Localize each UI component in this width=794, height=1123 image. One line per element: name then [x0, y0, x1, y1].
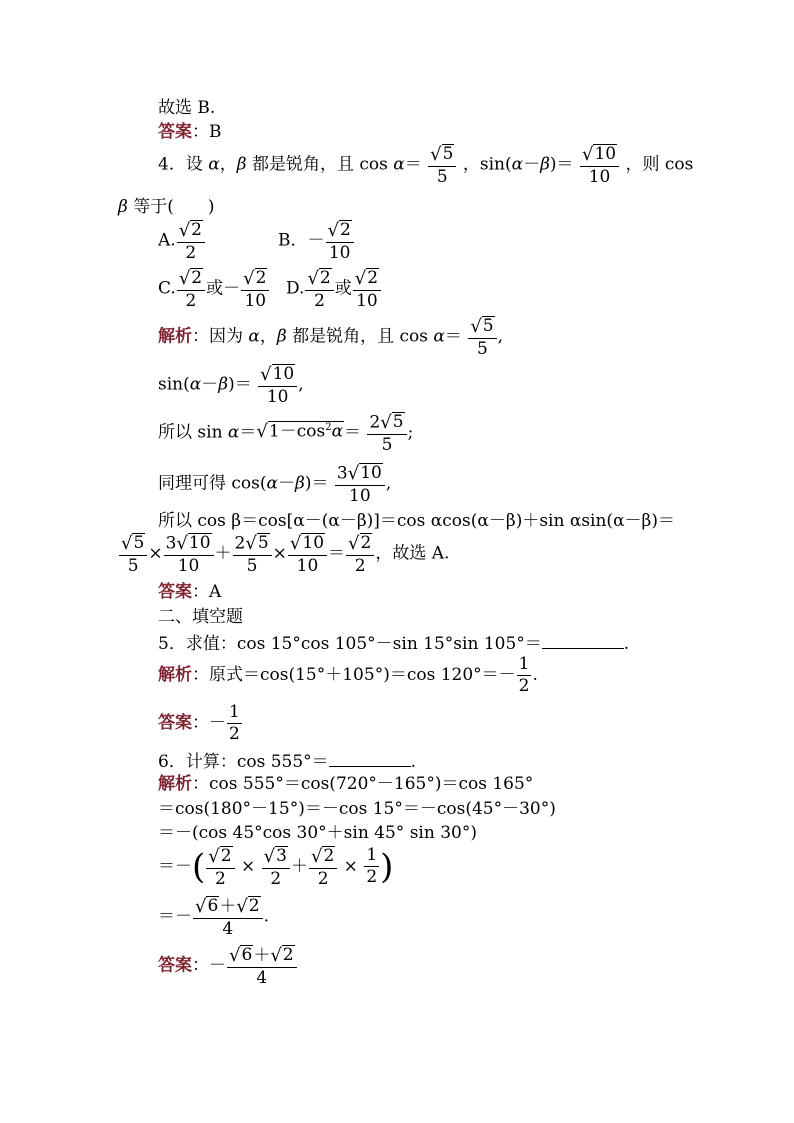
- s4-l2-end: ,: [298, 374, 304, 395]
- s4-l6-eq: ＝: [328, 543, 346, 564]
- solution-6-line5: [158, 896, 269, 938]
- option-d-label: D.: [286, 278, 305, 299]
- s4-l6-d2: 10: [177, 555, 200, 576]
- q4-alpha: α: [208, 154, 220, 175]
- answer-label: 答案: [158, 122, 192, 142]
- q5-blank: [542, 634, 624, 649]
- q4-close: )＝: [549, 154, 574, 175]
- s6-l5-r2: 2: [248, 896, 260, 916]
- s4-l6-r4: 10: [302, 533, 325, 553]
- solution-6-line2: [158, 801, 556, 818]
- s4-l6-d3: 5: [246, 555, 258, 576]
- s6-l4-frac2: √ 3 2: [262, 846, 290, 888]
- s4-l3-pre: 所以 sin: [158, 422, 228, 443]
- a6-r1: 6: [241, 945, 253, 965]
- s4-l6-frac5: √ 2 2: [346, 533, 374, 575]
- s6-l4-n4: 1: [366, 845, 378, 866]
- s6-l4-frac4: [364, 847, 379, 886]
- s5-text: ：原式＝cos(15°＋105°)＝cos 120°＝－: [192, 665, 516, 685]
- option-c-root2: 2: [255, 268, 267, 288]
- option-d: [286, 268, 382, 310]
- a6-plus: ＋: [253, 945, 271, 966]
- option-c-root1: 2: [191, 268, 203, 288]
- option-a-root: 2: [191, 220, 202, 240]
- option-d-den2: 10: [356, 290, 378, 311]
- question-4-line1: [158, 144, 693, 186]
- option-c: [158, 268, 270, 310]
- option-d-frac1: √ 2 2: [305, 268, 333, 310]
- s4-l4-den: 10: [349, 485, 371, 506]
- s5-den: 2: [518, 676, 530, 696]
- s4-l1-den: 5: [477, 338, 488, 359]
- option-a-frac: √ 2 2: [177, 220, 205, 262]
- s4-l6-n2: 3: [165, 533, 177, 554]
- s4-l4-frac: 3 √ 10 10: [335, 463, 385, 505]
- s6-l4-r2: 3: [276, 846, 287, 866]
- solution-label: 解析: [158, 774, 192, 794]
- solution-4-line1: [158, 316, 503, 358]
- answer-value: B: [209, 122, 222, 142]
- conclusion-line: [158, 100, 215, 117]
- section-title-text: 二、填空题: [158, 607, 243, 627]
- solution-4-line3: [158, 412, 413, 454]
- q4-tail: ，则 cos: [625, 154, 694, 175]
- s4-l2-den: 10: [266, 386, 289, 407]
- s4-l2-close: )＝: [228, 374, 252, 395]
- option-b: [278, 220, 355, 262]
- s6-l5-den: 4: [222, 918, 234, 939]
- s4-l1-text: ：因为: [192, 326, 249, 347]
- s4-l6-frac3: 2 √ 5 5: [233, 533, 272, 575]
- s4-l3-alpha: α: [227, 422, 240, 443]
- s4-l1-beta: β: [276, 326, 287, 347]
- s4-l6-frac4: √ 10 10: [288, 533, 327, 575]
- s6-l4-frac1: √ 2 2: [206, 846, 234, 888]
- a5-frac: [227, 704, 242, 743]
- answer-label: 答案: [158, 713, 192, 733]
- s4-l4-beta: β: [295, 473, 305, 494]
- a5-num: 1: [229, 702, 240, 722]
- s4-l4-minus: －: [278, 473, 296, 494]
- s4-l4-num: 3: [336, 463, 348, 484]
- q4-root10: 10: [594, 144, 617, 164]
- q4-frac-sin: √ 10 10: [580, 144, 619, 186]
- answer-label: 答案: [158, 582, 192, 602]
- q4-line2-beta: β: [118, 197, 128, 217]
- s6-l4-d4: 2: [366, 867, 378, 888]
- option-c-frac2: √ 2 10: [241, 268, 269, 310]
- s6-l5-end: .: [263, 906, 270, 927]
- s4-l6-r2: 10: [188, 533, 211, 553]
- option-b-frac: √ 2 10: [326, 220, 354, 262]
- s6-l4-d1: 2: [215, 868, 226, 889]
- s4-l4-pre: 同理可得 cos(: [158, 473, 267, 494]
- s4-l2-alpha: α: [189, 374, 202, 395]
- s6-l4-r1: 2: [220, 846, 232, 866]
- s4-l2-pre: sin(: [158, 374, 190, 395]
- solution-label: 解析: [158, 665, 192, 685]
- s4-l3-eq: ＝: [239, 422, 257, 443]
- s4-l1-alpha: α: [248, 326, 260, 347]
- q4-beta: β: [236, 154, 247, 175]
- answer-row-5: [158, 704, 243, 743]
- s4-l4-end: ,: [385, 473, 392, 494]
- s4-l3-frac: 2 √ 5 5: [367, 412, 406, 454]
- s4-l6-frac1: √ 5 5: [119, 533, 147, 575]
- solution-5: [158, 656, 538, 695]
- s4-l1-frac: √ 5 5: [468, 316, 496, 358]
- s4-l3-alpha2: α: [331, 421, 344, 442]
- answer-value: A: [209, 582, 222, 602]
- s4-l6-times2: ×: [272, 543, 287, 564]
- s6-l3: ＝－(cos 45°cos 30°＋sin 45° sin 30°): [158, 823, 477, 843]
- s6-l4-plus: ＋: [290, 856, 308, 877]
- s4-l6-times1: ×: [148, 543, 163, 564]
- s4-l6-plus: ＋: [214, 543, 232, 564]
- a6-den: 4: [256, 967, 268, 988]
- s6-l5-pre: ＝－: [158, 906, 192, 927]
- s4-l6-end: ，故选 A.: [375, 543, 450, 564]
- q4-root5: 5: [442, 144, 454, 164]
- s4-l1-comma: ，: [259, 326, 277, 347]
- solution-4-line6: [118, 533, 449, 575]
- option-c-frac1: √ 2 2: [177, 268, 205, 310]
- s5-end: .: [532, 665, 538, 685]
- s6-l4-d3: 2: [317, 868, 329, 889]
- q4-sin-part: ，sin(: [462, 154, 512, 175]
- s6-l4-times2: ×: [343, 856, 358, 877]
- s6-l5-plus: ＋: [219, 896, 237, 917]
- s4-l1-end: ,: [497, 326, 504, 347]
- q4-line2-text: 等于(: [127, 197, 174, 217]
- s4-l6-r1: 5: [133, 533, 145, 553]
- q6-end: .: [410, 752, 417, 772]
- a6-r2: 2: [282, 945, 294, 965]
- solution-6-line1: [158, 776, 533, 793]
- q6-blank: [329, 752, 411, 767]
- s4-l6-r5: 2: [360, 533, 372, 553]
- q5-text: 5．求值：cos 15°cos 105°－sin 15°sin 105°＝: [158, 634, 542, 654]
- option-c-den2: 10: [244, 290, 267, 311]
- solution-6-line4: [158, 846, 393, 888]
- option-d-den1: 2: [314, 290, 325, 311]
- answer-row-6: [158, 945, 298, 987]
- s6-l4-times1: ×: [240, 856, 256, 877]
- s6-l5-frac: √ 6 ＋ √ 2 4: [193, 896, 263, 938]
- q4-line2-close: ): [207, 197, 215, 217]
- a5-den: 2: [229, 724, 240, 744]
- s4-l4-close: )＝: [304, 473, 329, 494]
- a6-frac: √ 6 ＋ √ 2 4: [227, 945, 297, 987]
- option-b-root: 2: [339, 220, 351, 240]
- q4-prefix: 4．设: [158, 154, 209, 175]
- question-5: [158, 634, 629, 653]
- s4-l3-sqrt: √ $1-\cos^2\alpha$: [256, 421, 344, 443]
- option-a-label: A.: [158, 230, 176, 251]
- s4-l2-root: 10: [272, 364, 295, 384]
- s4-l3-den: 5: [381, 434, 393, 455]
- s4-l1-alpha2: α: [433, 326, 445, 347]
- answer-row-4: [158, 584, 221, 601]
- answer-row-3: [158, 124, 222, 141]
- conclusion-text: 故选 B.: [158, 98, 216, 118]
- s4-l3-end: ;: [407, 422, 414, 443]
- s5-num: 1: [518, 654, 530, 674]
- s6-l4-frac3: √ 2 2: [309, 846, 337, 888]
- s6-l4-d2: 2: [270, 868, 282, 889]
- option-d-root2: 2: [367, 268, 379, 288]
- s6-l4-pre: ＝－: [158, 856, 192, 877]
- s4-l3-sup: 2: [325, 422, 332, 433]
- option-a: [158, 220, 206, 262]
- solution-4-line5: [158, 513, 675, 530]
- solution-4-line2: [158, 364, 304, 406]
- s4-l6-r3: 5: [257, 533, 269, 553]
- q4-alpha-2: α: [393, 154, 405, 175]
- s5-frac: [517, 656, 532, 695]
- question-4-line2: [118, 199, 215, 216]
- q4-comma: ，: [219, 154, 237, 175]
- s4-l2-beta: β: [218, 374, 229, 395]
- solution-4-line4: [158, 463, 391, 505]
- q4-den10: 10: [588, 166, 611, 187]
- s4-l3-inner: 1－cos: [268, 421, 326, 442]
- s4-l2-frac: √ 10 10: [258, 364, 297, 406]
- s6-l5-r1: 6: [207, 896, 219, 916]
- s4-l3-num: 2: [369, 412, 381, 433]
- solution-6-line3: [158, 825, 477, 842]
- s4-l4-alpha: α: [266, 473, 279, 494]
- s4-l2-minus: －: [201, 374, 219, 395]
- s4-l1-mid: 都是锐角，且 cos: [286, 326, 434, 347]
- s4-l5-text: 所以 cos β＝cos[α－(α－β)]＝cos αcos(α－β)＋sin αsin(α－β)＝: [158, 511, 676, 531]
- option-b-den: 10: [328, 242, 351, 263]
- option-a-den: 2: [185, 242, 197, 263]
- s4-l6-d4: 10: [296, 555, 319, 576]
- s6-l4-lparen: (: [192, 846, 206, 887]
- answer-colon: ：: [192, 122, 209, 142]
- answer-colon: ：－: [192, 713, 226, 733]
- q5-end: .: [623, 634, 630, 654]
- answer-label: 答案: [158, 955, 192, 976]
- q4-mid: 都是锐角，且 cos: [246, 154, 394, 175]
- s4-l4-root: 10: [360, 463, 382, 483]
- section-title: [158, 609, 243, 626]
- option-b-label: B．－: [278, 230, 325, 251]
- s4-l3-root: 5: [392, 412, 404, 432]
- s4-l6-d5: 2: [354, 555, 366, 576]
- s6-l4-r3: 2: [323, 846, 335, 866]
- s4-l6-frac2: 3 √ 10 10: [164, 533, 214, 575]
- s6-l2: ＝cos(180°－15°)＝－cos 15°＝－cos(45°－30°): [158, 799, 556, 819]
- s6-l1: ：cos 555°＝cos(720°－165°)＝cos 165°: [192, 774, 534, 794]
- s4-l6-d1: 5: [127, 555, 139, 576]
- answer-colon: ：－: [192, 955, 226, 976]
- s4-l6-n3: 2: [234, 533, 246, 554]
- q6-text: 6．计算：cos 555°＝: [158, 752, 329, 772]
- q4-alpha-3: α: [511, 154, 524, 175]
- option-d-root1: 2: [319, 268, 331, 288]
- solution-label: 解析: [158, 326, 192, 347]
- option-c-den1: 2: [185, 290, 197, 311]
- option-d-frac2: √ 2 10: [353, 268, 381, 310]
- q4-den5: 5: [436, 166, 448, 187]
- s4-l3-eq2: ＝: [344, 422, 362, 443]
- q4-frac-cos: √ 5 5: [428, 144, 456, 186]
- option-c-label: C.: [158, 278, 176, 299]
- s4-l1-eq: ＝: [444, 326, 462, 347]
- question-6: [158, 752, 416, 771]
- option-c-or: 或－: [206, 278, 241, 299]
- q4-beta-2: β: [540, 154, 550, 175]
- option-d-or: 或: [334, 278, 352, 299]
- s4-l1-root: 5: [482, 316, 494, 336]
- answer-colon: ：: [192, 582, 209, 602]
- q4-minus: －: [523, 154, 541, 175]
- s6-l4-rparen: ): [380, 846, 394, 887]
- q4-eq: ＝: [404, 154, 422, 175]
